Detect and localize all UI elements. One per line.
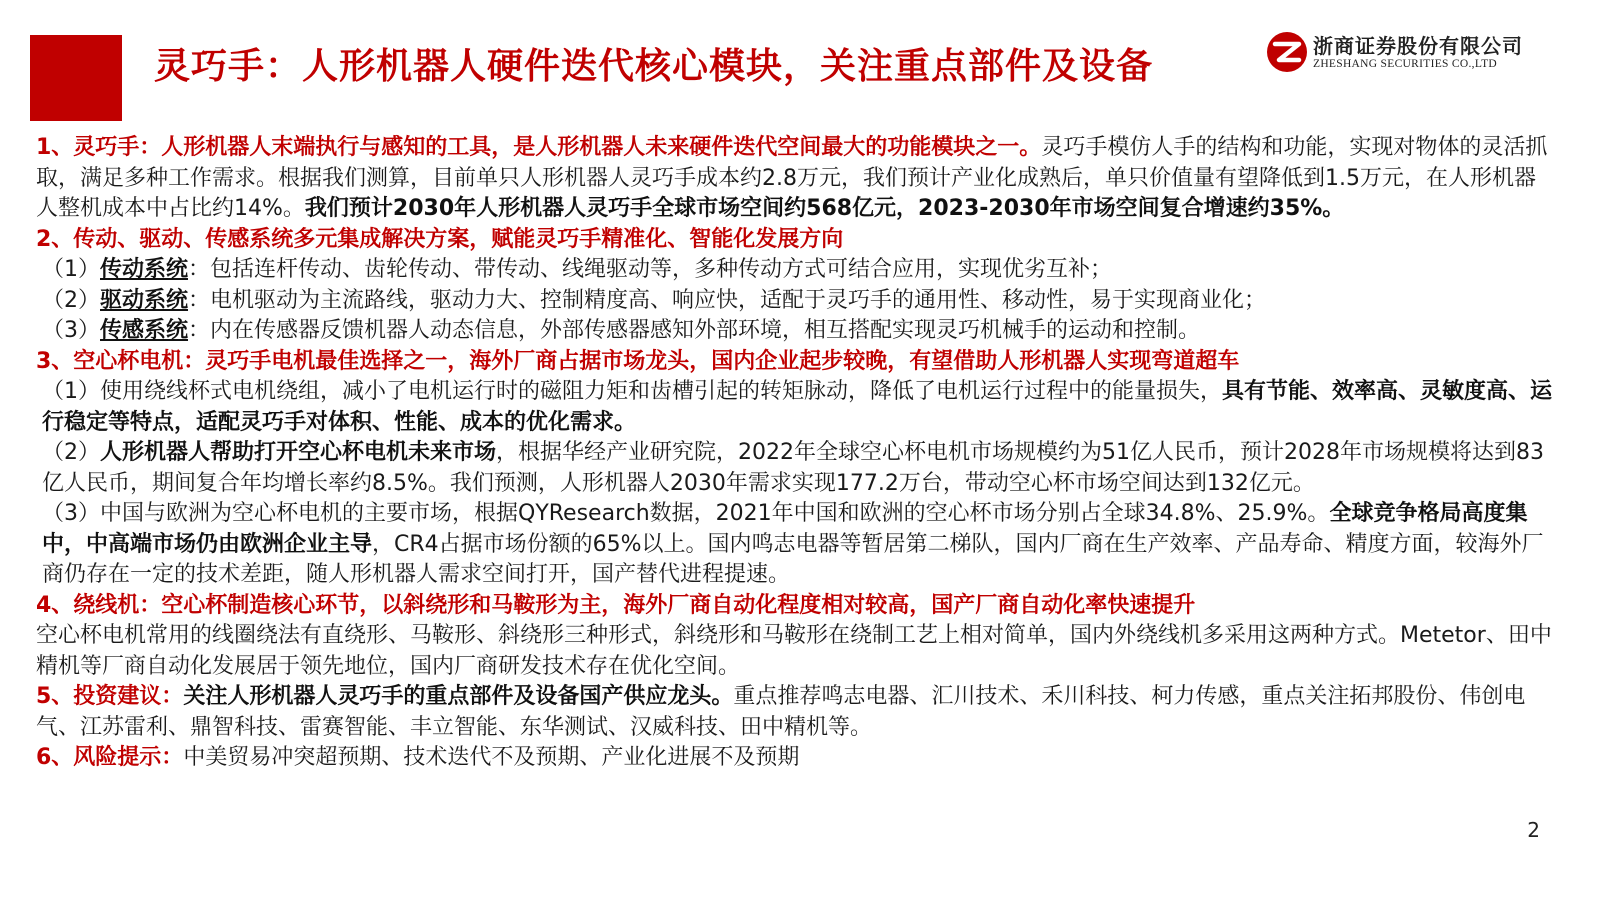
point-text: （1）使用绕线杯式电机绕组，减小了电机运行时的磁阻力矩和齿槽引起的转矩脉动，降低了电机运行过程中的能量损失， <box>42 379 1223 404</box>
item-number: （1） <box>42 257 100 282</box>
point-text-continued: ，CR4占据市场份额的65%以上。国内鸣志电器等暂居第二梯队，国内厂商在生产效率、产品寿命、精度方面，较海外厂商仍存在一定的技术差距，随人形机器人需求空间打开，国产替代进程提速。 <box>42 531 1544 587</box>
item-text: ：包括连杆传动、齿轮传动、带传动、线绳驱动等，多种传动方式可结合应用，实现优劣互补； <box>188 257 1113 282</box>
section-5 <box>36 682 1556 743</box>
logo-english-name: ZHESHANG SECURITIES CO.,LTD <box>1313 58 1498 70</box>
page-title: 灵巧手：人形机器人硬件迭代核心模块，关注重点部件及设备 <box>154 46 1154 87</box>
section-5-bold: 关注人形机器人灵巧手的重点部件及设备国产供应龙头。 <box>183 684 734 709</box>
section-1-heading: 1、灵巧手：人形机器人末端执行与感知的工具，是人形机器人未来硬件迭代空间最大的功能模块之一。 <box>36 135 1042 160</box>
section-4-heading: 4、绕线机：空心杯制造核心环节，以斜绕形和马鞍形为主，海外厂商自动化程度相对较高，国产厂商自动化率快速提升 <box>36 592 1196 618</box>
item-number: （3） <box>42 318 100 343</box>
report-body <box>36 133 1556 774</box>
section-5-text: 重点推荐鸣志电器、汇川技术、禾川科技、柯力传感，重点关注拓邦股份、伟创电气、江苏雷利、鼎智科技、雷赛智能、丰立智能、东华测试、汉威科技、田中精机等。 <box>36 684 1526 740</box>
logo-chinese-name: 浙商证券股份有限公司 <box>1313 34 1523 58</box>
section-2-item-3 <box>36 316 1556 347</box>
section-1 <box>36 133 1556 225</box>
point-text: （3）中国与欧洲为空心杯电机的主要市场，根据QYResearch数据，2021年中国和欧洲的空心杯市场分别占全球34.8%、25.9%。 <box>42 501 1330 526</box>
section-3-point-2 <box>36 438 1556 499</box>
section-1-conclusion: 我们预计2030年人形机器人灵巧手全球市场空间约568亿元，2023-2030年市场空间复合增速约35%。 <box>304 196 1345 221</box>
item-number: （2） <box>42 287 100 313</box>
section-3-heading: 3、空心杯电机：灵巧手电机最佳选择之一，海外厂商占据市场龙头，国内企业起步较晚，有望借助人形机器人实现弯道超车 <box>36 348 1240 374</box>
item-text: ：内在传感器反馈机器人动态信息，外部传感器感知外部环境，相互搭配实现灵巧机械手的运动和控制。 <box>188 318 1201 343</box>
company-logo <box>1265 28 1575 84</box>
section-4-text: 空心杯电机常用的线圈绕法有直绕形、马鞍形、斜绕形三种形式，斜绕形和马鞍形在绕制工艺上相对简单，国内外绕线机多采用这两种方式。Metetor、田中精机等厂商自动化发展居于领先地位，国内厂商研发技术存在优化空间。 <box>36 623 1552 679</box>
section-2-heading: 2、传动、驱动、传感系统多元集成解决方案，赋能灵巧手精准化、智能化发展方向 <box>36 226 844 252</box>
section-2-item-1 <box>36 255 1556 286</box>
section-3-point-3 <box>36 499 1556 591</box>
section-6-heading: 6、风险提示： <box>36 745 184 770</box>
title-accent-block <box>30 35 122 121</box>
item-term: 传动系统 <box>100 257 189 282</box>
section-2-item-2 <box>36 286 1556 317</box>
point-number: （2） <box>42 440 100 465</box>
section-6 <box>36 743 1556 774</box>
section-6-text: 中美贸易冲突超预期、技术迭代不及预期、产业化进展不及预期 <box>183 745 800 770</box>
page-number: 2 <box>1527 818 1540 842</box>
point-bold: 全球竞争格局高度集中，中高端市场仍由欧洲企业主导 <box>42 501 1528 557</box>
section-5-heading: 5、投资建议： <box>36 684 184 709</box>
item-text: ：电机驱动为主流路线，驱动力大、控制精度高、响应快，适配于灵巧手的通用性、移动性，易于实现商业化； <box>188 287 1267 313</box>
point-bold: 具有节能、效率高、灵敏度高、运行稳定等特点，适配灵巧手对体积、性能、成本的优化需求。 <box>42 379 1553 435</box>
point-bold: 人形机器人帮助打开空心杯电机未来市场 <box>100 440 497 465</box>
section-1-text: 灵巧手模仿人手的结构和功能，实现对物体的灵活抓取，满足多种工作需求。根据我们测算，目前单只人形机器人灵巧手成本约2.8万元，我们预计产业化成熟后，单只价值量有望降低到1.5万元，在人形机器人整机成本中占比约14%。 <box>36 135 1548 221</box>
point-text: ，根据华经产业研究院，2022年全球空心杯电机市场规模约为51亿人民币，预计2028年市场规模将达到83亿人民币，期间复合年均增长率约8.5%。我们预测，人形机器人2030年需求实现177.2万台，带动空心杯市场空间达到132亿元。 <box>42 440 1544 496</box>
item-term: 驱动系统 <box>100 287 189 313</box>
item-term: 传感系统 <box>100 318 189 343</box>
zheshang-logo-icon <box>1265 30 1309 74</box>
section-3-point-1 <box>36 377 1556 438</box>
